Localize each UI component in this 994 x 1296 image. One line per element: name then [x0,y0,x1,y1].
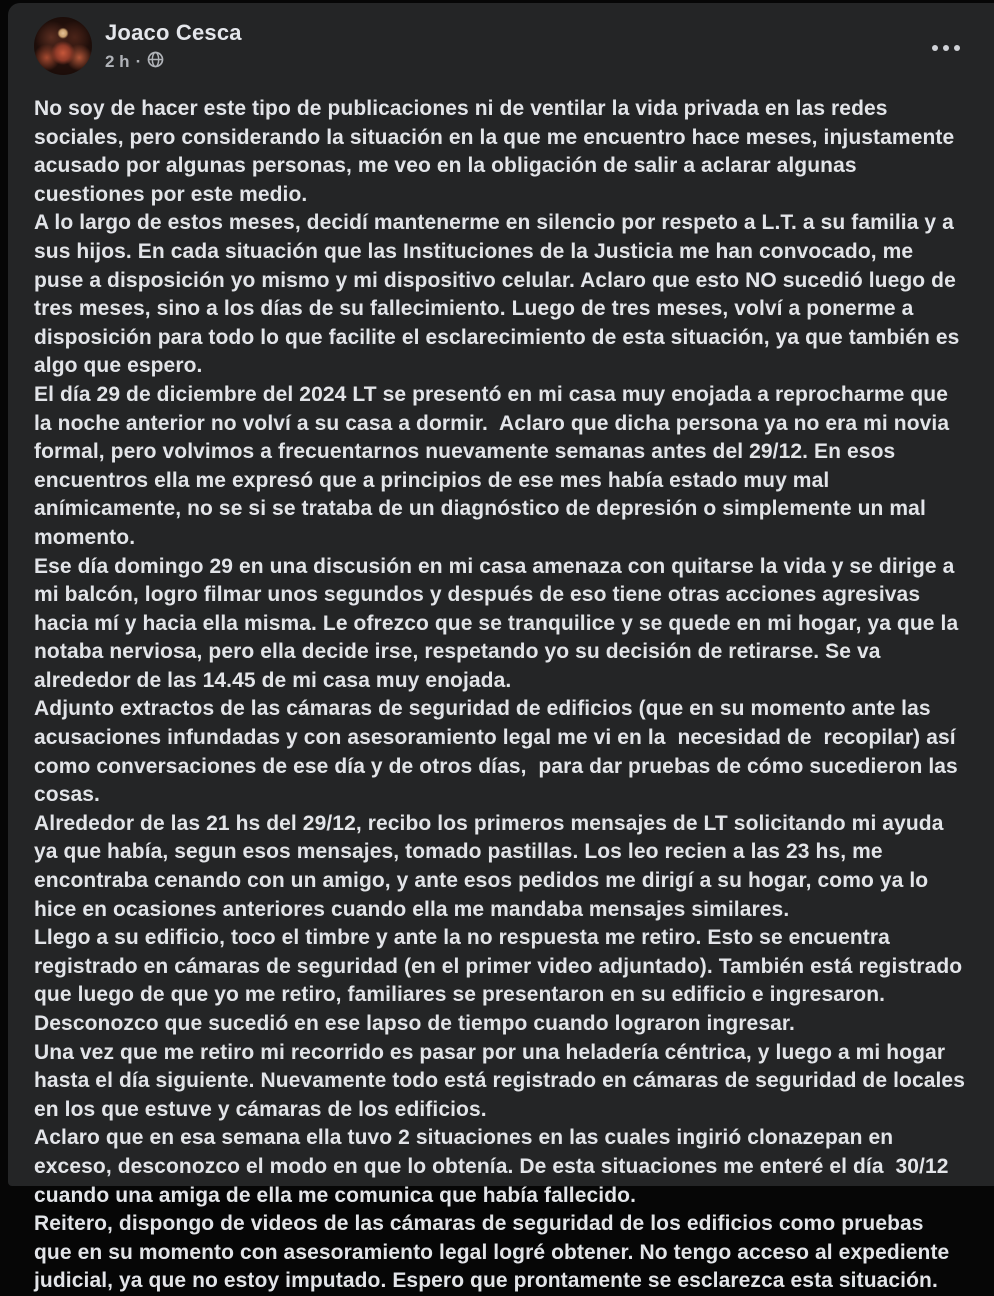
more-options-button[interactable] [928,37,964,59]
author-meta [105,15,242,73]
ellipsis-dot [932,45,938,51]
ellipsis-dot [954,45,960,51]
post-paragraph: Ese día domingo 29 en una discusión en mi casa amenaza con quitarse la vida y se dirige a mi balcón, logro filmar unos segundos y después de eso tiene otras acciones agresivas hacia mí y hacia ella misma. Le ofrezco que se tranquilice y se quede en mi hogar, ya que la notaba nerviosa, pero ella decide irse, respetando yo su decisión de retirarse. Se va alrededor de las 14.45 de mi casa muy enojada. [34,554,965,692]
ellipsis-dot [943,45,949,51]
facebook-post-card [8,3,994,1293]
post-paragraph: Aclaro que en esa semana ella tuvo 2 situaciones en las cuales ingirió clonazepan en exceso, desconozco el modo en que lo obtenía. De esta situaciones me enteré el día 30/12 cuando una amiga de ella me comunica que había fallecido. [34,1126,955,1207]
post-paragraph: Alrededor de las 21 hs del 29/12, recibo los primeros mensajes de LT solicitando mi ayuda ya que había, segun esos mensajes, tomado pastillas. Los leo recien a las 23 hs, me encontraba cenando con un amigo, y ante esos pedidos me dirigí a su hogar, como ya lo hice en ocasiones anteriores cuando ella me mandaba mensajes similares. [34,811,950,921]
post-header [34,15,966,91]
timestamp[interactable]: 2 h [105,51,130,71]
post-paragraph: El día 29 de diciembre del 2024 LT se presentó en mi casa muy enojada a reprocharme que la noche anterior no volví a su casa a dormir. Aclaro que dicha persona ya no era mi novia formal, pero volvimos a frecuentarnos nuevamente semanas antes del 29/12. En esos encuentros ella me expresó que a principios de ese mes había estado muy mal anímicamente, no se si se trataba de un diagnóstico de depresión o simplemente un mal momento. [34,382,956,549]
post-paragraph: Reitero, dispongo de videos de las cámaras de seguridad de los edificios como pruebas que en su momento con asesoramiento legal logré obtener. No tengo acceso al expediente judicial, ya que no estoy imputado. Espero que prontamente se esclarezca esta situación. [34,1212,956,1293]
post-text [34,95,971,1296]
post-paragraph: No soy de hacer este tipo de publicaciones ni de ventilar la vida privada en las redes sociales, pero considerando la situación en la que me encuentro hace meses, injustamente acusado por algunas personas, me veo en la obligación de salir a aclarar algunas cuestiones por este medio. [34,97,961,206]
avatar[interactable] [34,17,92,75]
author-name[interactable]: Joaco Cesca [105,20,242,45]
post-paragraph: Llego a su edificio, toco el timbre y ante la no respuesta me retiro. Esto se encuentra registrado en cámaras de seguridad (en el primer video adjuntado). También está registrado que luego de que yo me retiro, familiares se presentaron en su edificio e ingresaron. Desconozco que sucedió en ese lapso de tiempo cuando lograron ingresar. [34,926,969,1035]
post-paragraph: Adjunto extractos de las cámaras de seguridad de edificios (que en su momento ante las acusaciones infundadas y con asesoramiento legal me vi en la necesidad de recopilar) así como conversaciones de ese día y de otros días, para dar pruebas de cómo sucedieron las cosas. [34,697,964,807]
post-paragraph: A lo largo de estos meses, decidí mantenerme en silencio por respeto a L.T. a su familia y a sus hijos. En cada situación que las Instituciones de la Justicia me han convocado, me puse a disposición yo mismo y mi dispositivo celular. Aclaro que esto NO sucedió luego de tres meses, sino a los días de su fallecimiento. Luego de tres meses, volví a ponerme a disposición para todo lo que facilite el esclarecimiento de esta situación, ya que también es algo que espero. [34,211,966,378]
post-paragraph: Una vez que me retiro mi recorrido es pasar por una heladería céntrica, y luego a mi hogar hasta el día siguiente. Nuevamente todo está registrado en cámaras de seguridad de locales en los que estuve y cámaras de los edificios. [34,1040,971,1121]
separator-dot: · [135,51,142,71]
globe-icon [147,51,164,73]
post-subline [105,50,242,73]
